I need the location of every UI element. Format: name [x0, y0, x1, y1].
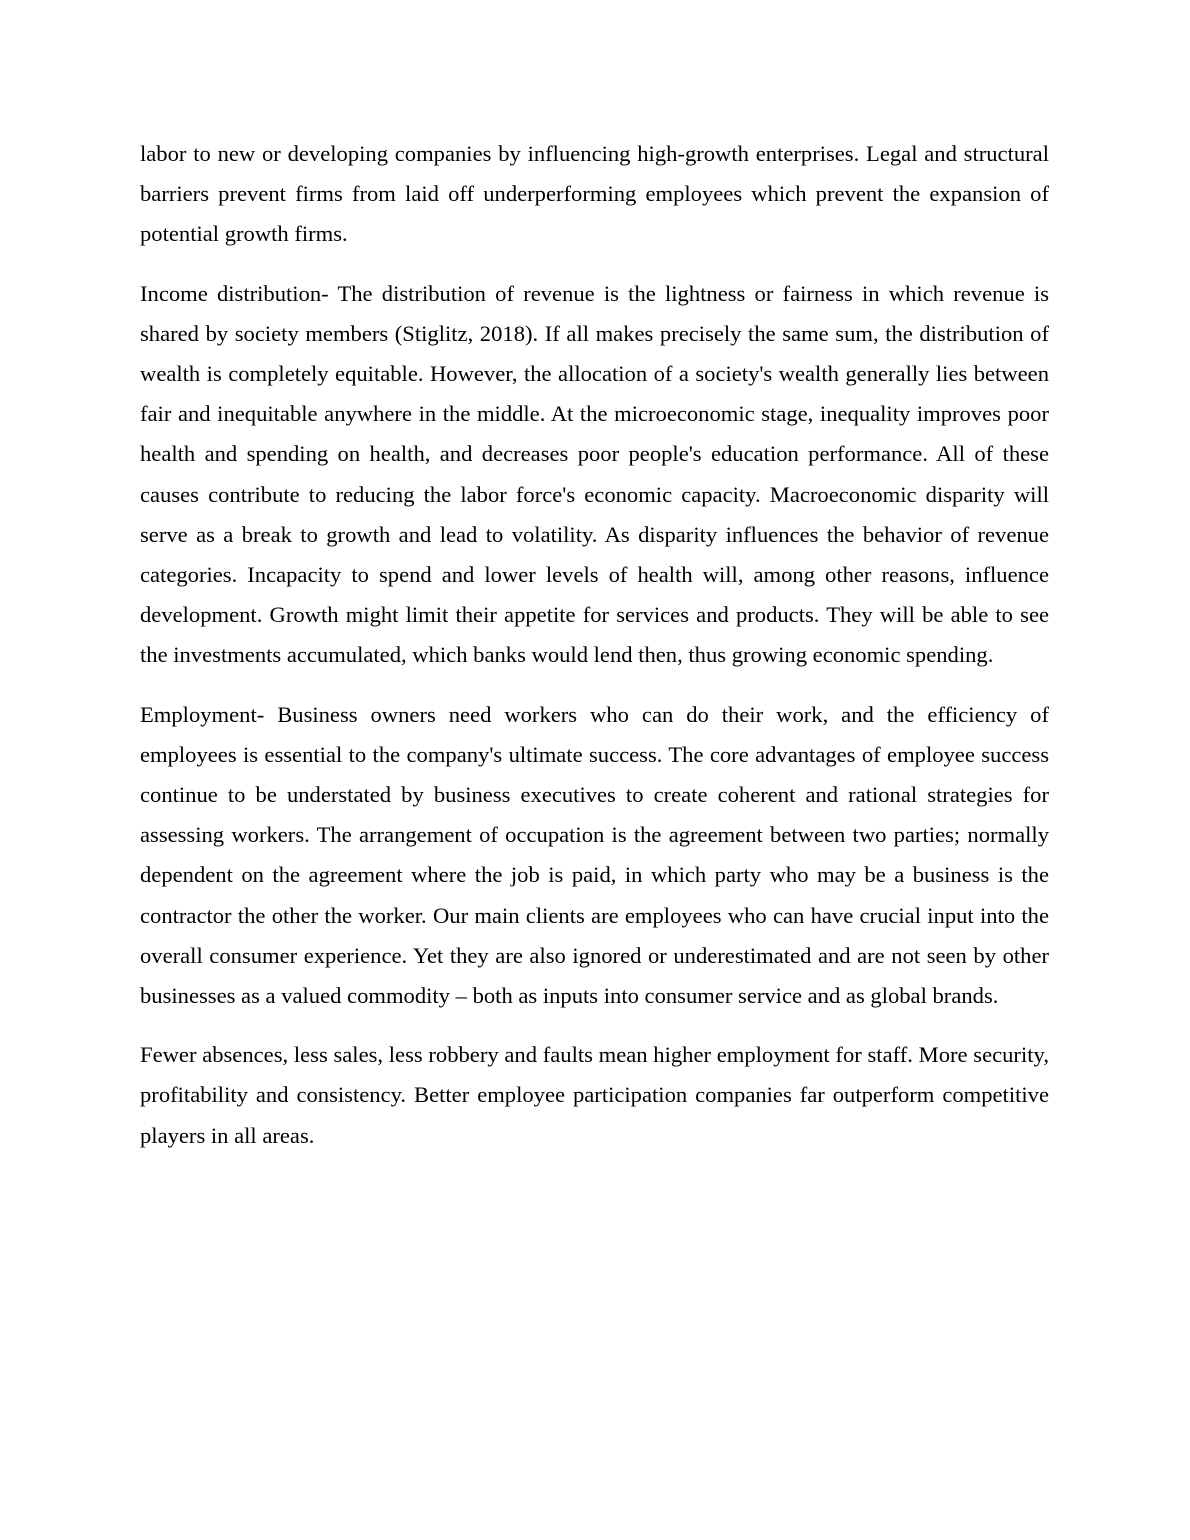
- document-body: [140, 134, 1049, 1175]
- paragraph-labor-barriers: labor to new or developing companies by influencing high-growth enterprises. Legal and structural barriers prevent firms from laid off underperforming employees which prevent the expansion of potential growth firms.: [140, 141, 1049, 247]
- paragraph-fewer-absences: Fewer absences, less sales, less robbery and faults mean higher employment for staff. More security, profitability and consistency. Better employee participation companies far outperform competitive players in all areas.: [140, 1042, 1049, 1148]
- paragraph-employment: Employment- Business owners need workers who can do their work, and the efficiency of employees is essential to the company's ultimate success. The core advantages of employee success continue to be understated by business executives to create coherent and rational strategies for assessing workers. The arrangement of occupation is the agreement between two parties; normally dependent on the agreement where the job is paid, in which party who may be a business is the contractor the other the worker. Our main clients are employees who can have crucial input into the overall consumer experience. Yet they are also ignored or underestimated and are not seen by other businesses as a valued commodity – both as inputs into consumer service and as global brands.: [140, 701, 1049, 1009]
- paragraph-income-distribution: Income distribution- The distribution of revenue is the lightness or fairness in which revenue is shared by society members (Stiglitz, 2018). If all makes precisely the same sum, the distribution of wealth is completely equitable. However, the allocation of a society's wealth generally lies between fair and inequitable anywhere in the middle. At the microeconomic stage, inequality improves poor health and spending on health, and decreases poor people's education performance. All of these causes contribute to reducing the labor force's economic capacity. Macroeconomic disparity will serve as a break to growth and lead to volatility. As disparity influences the behavior of revenue categories. Incapacity to spend and lower levels of health will, among other reasons, influence development. Growth might limit their appetite for services and products. They will be able to see the investments accumulated, which banks would lend then, thus growing economic spending.: [140, 280, 1049, 668]
